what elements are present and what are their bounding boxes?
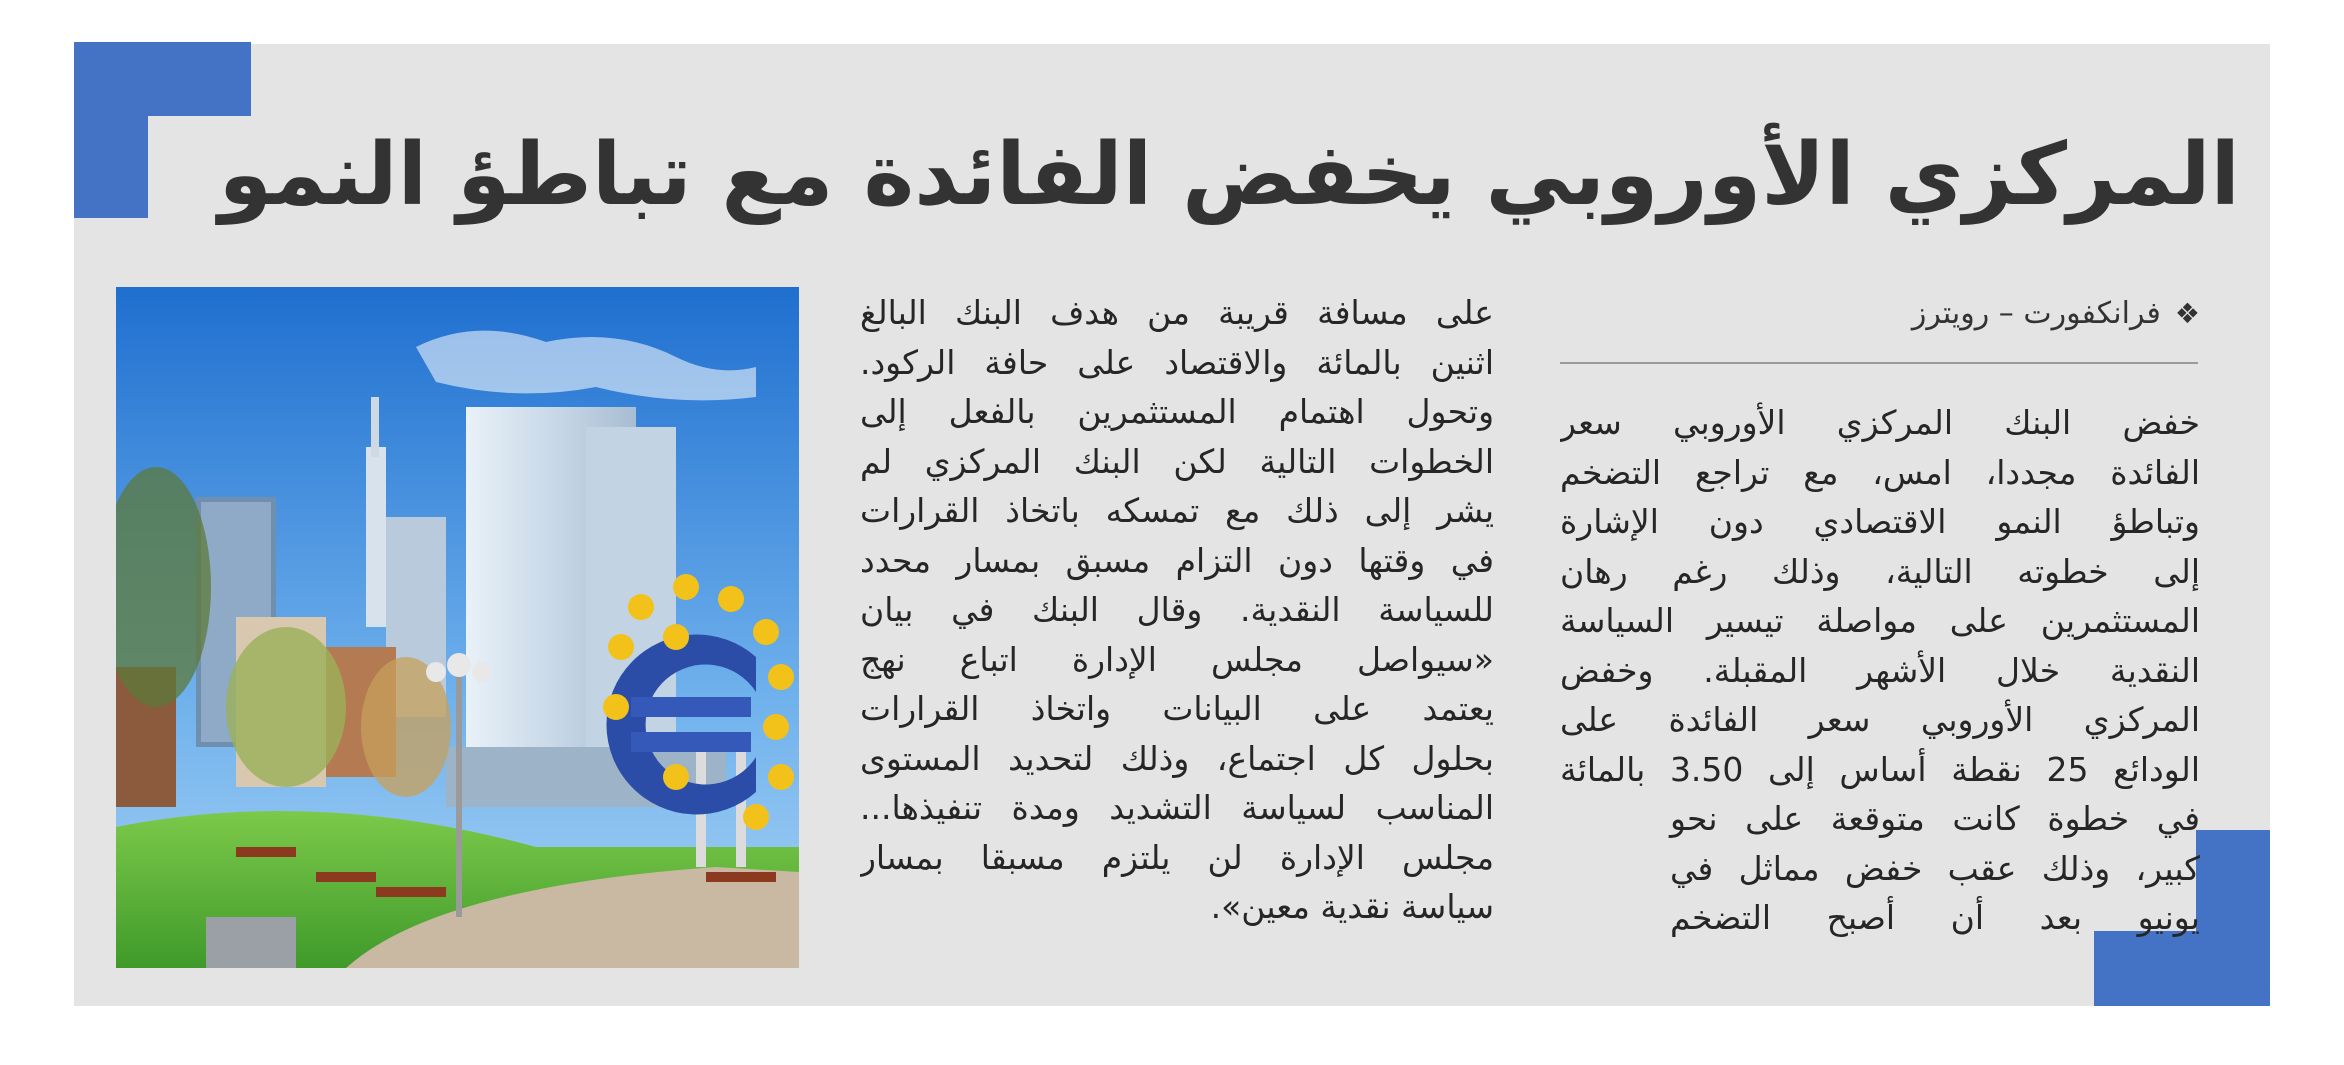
column-line: المناسب لسياسة التشديد ومدة تنفيذها... [860, 788, 1494, 827]
article-column-right [1560, 398, 2200, 998]
column-line: على مسافة قريبة من هدف البنك البالغ [860, 293, 1494, 332]
corner-accent-bottom-right-vertical [2196, 830, 2270, 1006]
column-line: المستثمرين على مواصلة تيسير السياسة [1560, 601, 2200, 640]
column-line: إلى خطوته التالية، وذلك رغم رهان [1560, 551, 2200, 591]
photo-path-stone [206, 917, 296, 968]
column-line: خفض البنك المركزي الأوروبي سعر [1560, 403, 2200, 442]
byline [1560, 286, 2200, 342]
headline: المركزي الأوروبي يخفض الفائدة مع تباطؤ النمو [218, 125, 2240, 225]
column-line: المركزي الأوروبي سعر الفائدة على [1560, 700, 2200, 739]
column-line: الودائع 25 نقطة أساس إلى 3.50 بالمائة [1560, 749, 2200, 789]
column-line: الخطوات التالية لكن البنك المركزي لم [860, 441, 1494, 481]
column-line: الفائدة مجددا، امس، مع تراجع التضخم [1560, 452, 2200, 492]
column-line: بحلول كل اجتماع، وذلك لتحديد المستوى [860, 738, 1494, 778]
column-line: في وقتها دون التزام مسبق بمسار محدد [860, 540, 1494, 580]
column-line: وتباطؤ النمو الاقتصادي دون الإشارة [1560, 502, 2200, 541]
column-line: اثنين بالمائة والاقتصاد على حافة الركود. [860, 342, 1494, 382]
euro-sculpture-photo [116, 287, 799, 968]
byline-bullet-icon: ❖ [2174, 297, 2200, 330]
corner-accent-top-left-vertical [74, 42, 148, 218]
article-column-middle [860, 288, 1494, 988]
column-line: في خطوة كانت متوقعة على نحو [1670, 799, 2200, 838]
column-line: مجلس الإدارة لن يلتزم مسبقا بمسار [860, 837, 1494, 877]
byline-divider [1560, 362, 2198, 364]
article-photo [116, 287, 799, 968]
column-line: يونيو بعد أن أصبح التضخم [1670, 898, 2200, 937]
column-line: كبير، وذلك عقب خفض مماثل في [1670, 848, 2200, 888]
column-line: يشر إلى ذلك مع تمسكه باتخاذ القرارات [860, 491, 1494, 530]
byline-text: فرانكفورت – رويترز [1911, 296, 2161, 331]
column-line: سياسة نقدية معين». [1210, 887, 1494, 926]
column-line: للسياسة النقدية. وقال البنك في بيان [860, 590, 1494, 629]
column-line: «سيواصل مجلس الإدارة اتباع نهج [860, 639, 1494, 679]
column-line: يعتمد على البيانات واتخاذ القرارات [860, 689, 1494, 728]
column-line: وتحول اهتمام المستثمرين بالفعل إلى [860, 392, 1494, 431]
column-line: النقدية خلال الأشهر المقبلة. وخفض [1560, 650, 2200, 690]
